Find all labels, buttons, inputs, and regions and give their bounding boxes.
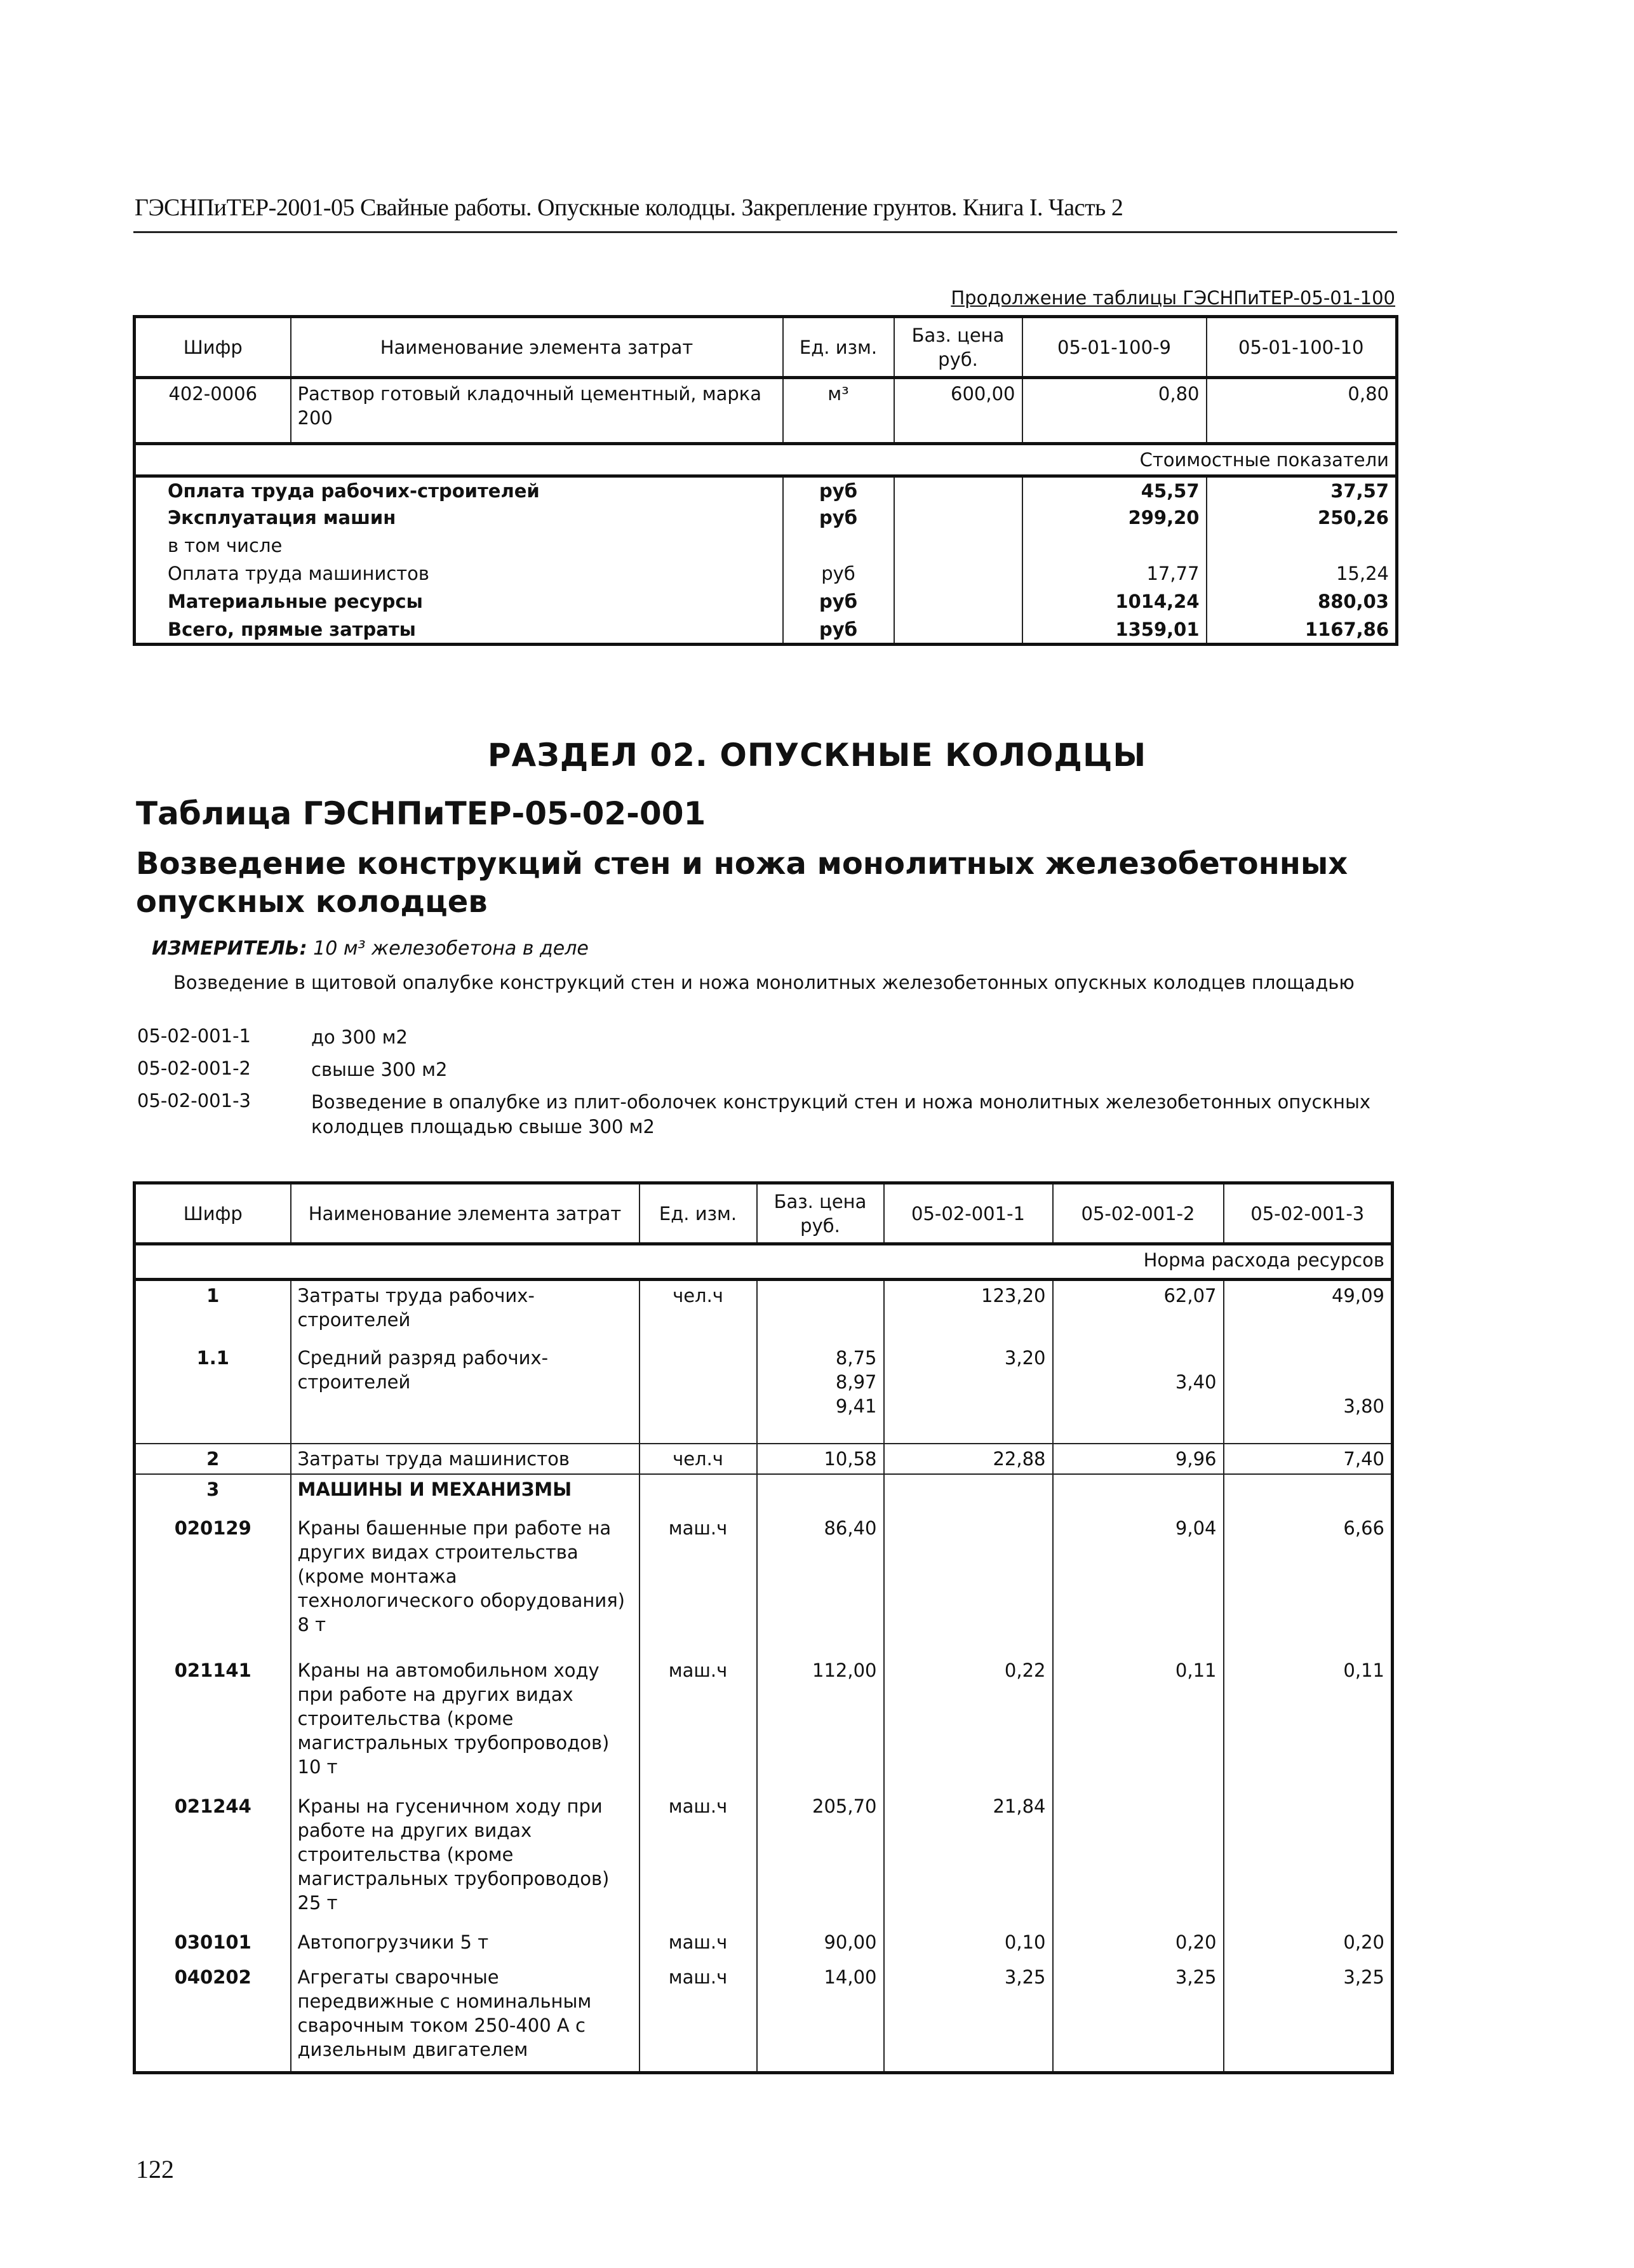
table-row [135,532,1397,560]
code-item: 05-02-001-2 [137,1057,251,1079]
cost-value: 17,77 [1022,560,1207,588]
table-cell: Раствор готовый кладочный цементный, марка 200 [291,378,783,444]
resource-name: Затраты труда машинистов [291,1444,640,1474]
table-cell [640,1343,757,1444]
header-rule [133,231,1397,233]
table-cell: 3,40 [1053,1343,1224,1444]
header-col: 05-01-100-10 [1207,317,1397,378]
header-unit: Ед. изм. [640,1183,757,1244]
table-cell: маш.ч [640,1513,757,1656]
header-base-price: Баз. цена руб. [894,317,1022,378]
resource-name: МАШИНЫ И МЕХАНИЗМЫ [291,1474,640,1513]
header-code: Шифр [135,1183,291,1244]
table-row [135,1280,1393,1343]
cost-value: 37,57 [1207,476,1397,505]
table-cell [1053,1792,1224,1928]
header-col: 05-02-001-1 [884,1183,1053,1244]
table-cell: маш.ч [640,1963,757,2073]
header-name: Наименование элемента затрат [291,1183,640,1244]
table-cell: 3,25 [1224,1963,1393,2073]
table-row [135,378,1397,444]
table-row [135,1343,1393,1444]
page-number: 122 [136,2155,174,2184]
table-cell: 0,20 [1224,1928,1393,1963]
table-cell: 0,11 [1224,1656,1393,1792]
table-cell: 22,88 [884,1444,1053,1474]
cost-name: Всего, прямые затраты [135,616,783,645]
cost-value: 45,57 [1022,476,1207,505]
table-cell: 3,25 [884,1963,1053,2073]
cost-name: Оплата труда машинистов [135,560,783,588]
resource-code: 3 [135,1474,291,1513]
header-name: Наименование элемента затрат [291,317,783,378]
cost-value [1207,532,1397,560]
table-cell: 3,20 [884,1343,1053,1444]
running-head: ГЭСНПиТЕР-2001-05 Свайные работы. Опускные колодцы. Закрепление грунтов. Книга I. Часть 2 [135,194,1123,221]
table-cell: 21,84 [884,1792,1053,1928]
table-cell: 9,96 [1053,1444,1224,1474]
subheader-resource-norm: Норма расхода ресурсов [135,1244,1393,1280]
table-cell [1224,1474,1393,1513]
table-cell: 0,11 [1053,1656,1224,1792]
resource-name: Средний разряд рабочих-строителей [291,1343,640,1444]
cost-value: 299,20 [1022,504,1207,532]
table-cell: 0,80 [1022,378,1207,444]
header-code: Шифр [135,317,291,378]
table-cell: 6,66 [1224,1513,1393,1656]
cost-name: Материальные ресурсы [135,588,783,616]
table-cell [1053,1474,1224,1513]
cost-empty [894,616,1022,645]
table-cell: 86,40 [757,1513,884,1656]
resource-code: 040202 [135,1963,291,2073]
code-text: свыше 300 м2 [311,1059,448,1080]
cost-unit: руб [783,588,894,616]
cost-unit: руб [783,504,894,532]
table-number: Таблица ГЭСНПиТЕР-05-02-001 [136,795,706,832]
table-cell: 600,00 [894,378,1022,444]
table-cell: чел.ч [640,1444,757,1474]
table-row [135,1513,1393,1656]
table-cell [757,1280,884,1343]
cost-value: 1359,01 [1022,616,1207,645]
code-text: Возведение в опалубке из плит-оболочек конструкций стен и ножа монолитных железобетонных опускных колодцев площадью свыше 300 м2 [311,1091,1371,1137]
table-cell: маш.ч [640,1928,757,1963]
cost-name: в том числе [135,532,783,560]
resource-table-05-02-001 [133,1181,1394,2074]
table-cell: маш.ч [640,1792,757,1928]
resource-name: Краны на автомобильном ходу при работе на других видах строительства (кроме магистральных трубопроводов) 10 т [291,1656,640,1792]
cost-value: 1014,24 [1022,588,1207,616]
table-cell: 0,80 [1207,378,1397,444]
table-cell: 8,75 8,97 9,41 [757,1343,884,1444]
cost-unit: руб [783,560,894,588]
cost-empty [894,532,1022,560]
cost-unit: руб [783,616,894,645]
code-text: до 300 м2 [311,1026,408,1048]
resource-name: Агрегаты сварочные передвижные с номинальным сварочным током 250-400 А с дизельным двигателем [291,1963,640,2073]
table-row [135,588,1397,616]
header-unit: Ед. изм. [783,317,894,378]
table-row [135,1183,1393,1244]
table-cell: 0,20 [1053,1928,1224,1963]
table-row [135,1244,1393,1280]
table-cell: чел.ч [640,1280,757,1343]
table-continuation-label: Продолжение таблицы ГЭСНПиТЕР-05-01-100 [951,287,1395,309]
cost-value: 880,03 [1207,588,1397,616]
table-cell: 0,22 [884,1656,1053,1792]
table-cell: 112,00 [757,1656,884,1792]
table-cell [640,1474,757,1513]
table-cell: маш.ч [640,1656,757,1792]
cost-unit [783,532,894,560]
table-cell: 14,00 [757,1963,884,2073]
table-cell: 0,10 [884,1928,1053,1963]
header-col: 05-01-100-9 [1022,317,1207,378]
cost-table-05-01-100 [133,315,1398,646]
table-cell [884,1513,1053,1656]
table-cell: 10,58 [757,1444,884,1474]
code-item: 05-02-001-3 [137,1090,251,1111]
table-row [135,616,1397,645]
table-cell: 205,70 [757,1792,884,1928]
table-cell [757,1474,884,1513]
resource-name: Краны башенные при работе на других видах строительства (кроме монтажа технологического оборудования) 8 т [291,1513,640,1656]
cost-unit: руб [783,476,894,505]
table-row [135,317,1397,378]
resource-code: 021244 [135,1792,291,1928]
resource-code: 020129 [135,1513,291,1656]
resource-code: 021141 [135,1656,291,1792]
cost-value: 250,26 [1207,504,1397,532]
table-row [135,444,1397,476]
header-col: 05-02-001-3 [1224,1183,1393,1244]
table-cell: 123,20 [884,1280,1053,1343]
measure-label: ИЗМЕРИТЕЛЬ: [152,937,307,960]
subheader-cost-indicators: Стоимостные показатели [135,444,1397,476]
cost-empty [894,476,1022,505]
resource-code: 1.1 [135,1343,291,1444]
cost-value [1022,532,1207,560]
cost-name: Оплата труда рабочих-строителей [135,476,783,505]
table-cell: м³ [783,378,894,444]
section-title: РАЗДЕЛ 02. ОПУСКНЫЕ КОЛОДЦЫ [487,737,1147,774]
table-cell: 9,04 [1053,1513,1224,1656]
table-row [135,1656,1393,1792]
table-cell [884,1474,1053,1513]
table-cell: 7,40 [1224,1444,1393,1474]
table-row [135,1474,1393,1513]
table-row [135,1444,1393,1474]
table-cell: 49,09 [1224,1280,1393,1343]
table-cell: 62,07 [1053,1280,1224,1343]
code-item: 05-02-001-1 [137,1025,251,1047]
cost-value: 1167,86 [1207,616,1397,645]
resource-name: Автопогрузчики 5 т [291,1928,640,1963]
cost-value: 15,24 [1207,560,1397,588]
table-row [135,560,1397,588]
cost-empty [894,560,1022,588]
table-cell: 90,00 [757,1928,884,1963]
cost-empty [894,588,1022,616]
intro-text: Возведение в щитовой опалубке конструкций стен и ножа монолитных железобетонных опускных колодцев площадью [173,972,1355,993]
table-row [135,1928,1393,1963]
table-cell: 3,25 [1053,1963,1224,2073]
header-col: 05-02-001-2 [1053,1183,1224,1244]
table-cell: 3,80 [1224,1343,1393,1444]
cost-empty [894,504,1022,532]
measure-line [152,937,589,960]
header-base-price: Баз. цена руб. [757,1183,884,1244]
resource-code: 1 [135,1280,291,1343]
table-cell [1224,1792,1393,1928]
table-title: Возведение конструкций стен и ножа монолитных железобетонных опускных колодцев [136,846,1348,920]
table-row [135,504,1397,532]
table-row [135,1792,1393,1928]
cost-name: Эксплуатация машин [135,504,783,532]
resource-name: Краны на гусеничном ходу при работе на других видах строительства (кроме магистральных трубопроводов) 25 т [291,1792,640,1928]
resource-code: 030101 [135,1928,291,1963]
resource-name: Затраты труда рабочих-строителей [291,1280,640,1343]
table-row [135,1963,1393,2073]
table-row [135,476,1397,505]
table-cell: 402-0006 [135,378,291,444]
measure-value: 10 м³ железобетона в деле [313,937,589,960]
resource-code: 2 [135,1444,291,1474]
